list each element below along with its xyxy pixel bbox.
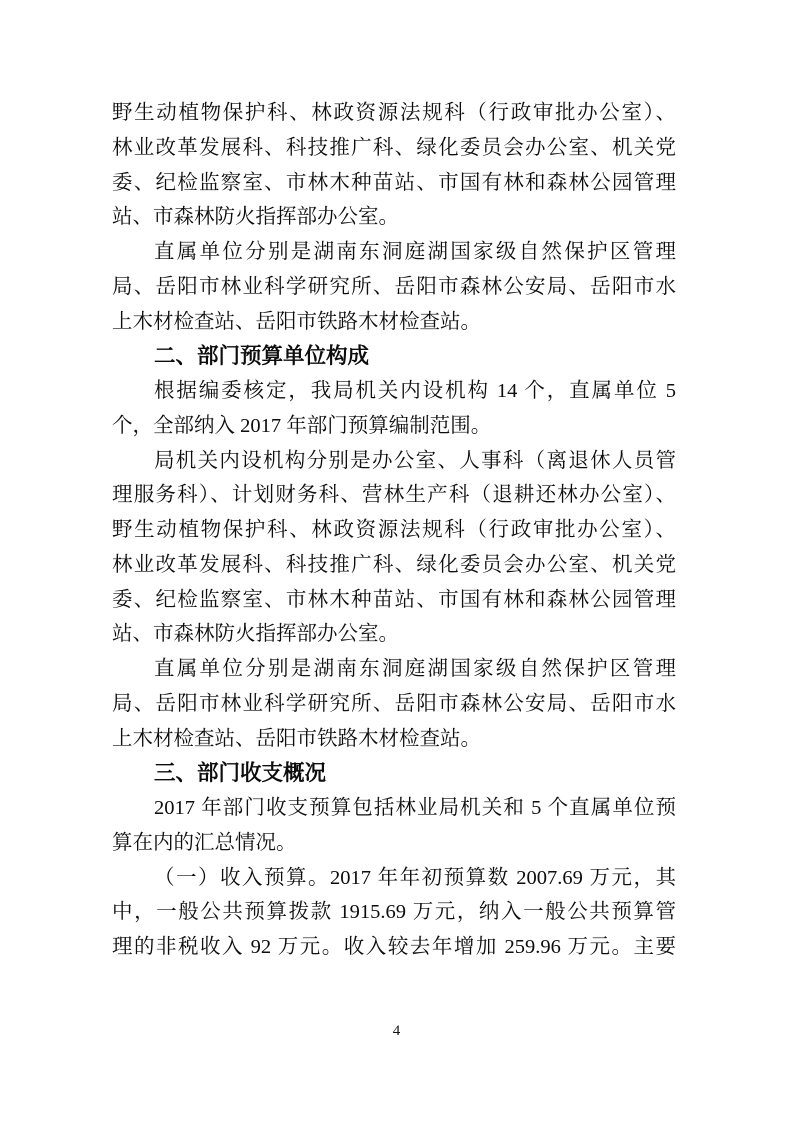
text-line: 局、岳阳市林业科学研究所、岳阳市森林公安局、岳阳市水 — [112, 275, 676, 298]
text-line: 野生动植物保护科、林政资源法规科（行政审批办公室）、 — [112, 519, 676, 541]
text-line: 委、纪检监察室、市林木种苗站、市国有林和森林公园管理 — [112, 588, 676, 611]
text-line: 上木材检查站、岳阳市铁路木材检查站。 — [112, 310, 481, 333]
text-line: 野生动植物保护科、林政资源法规科（行政审批办公室）、 — [112, 102, 676, 124]
text-line: 中，一般公共预算拨款 1915.69 万元，纳入一般公共预算管 — [112, 901, 676, 924]
page-number: 4 — [392, 1023, 401, 1039]
text-line: 站、市森林防火指挥部办公室。 — [112, 623, 399, 646]
text-line: 林业改革发展科、科技推广科、绿化委员会办公室、机关党 — [112, 553, 676, 576]
document-body — [112, 96, 676, 965]
text-line: 局机关内设机构分别是办公室、人事科（离退休人员管 — [154, 449, 676, 472]
text-line: 局、岳阳市林业科学研究所、岳阳市森林公安局、岳阳市水 — [112, 692, 676, 715]
section-heading: 三、部门收支概况 — [154, 761, 327, 786]
text-line: （一）收入预算。2017 年年初预算数 2007.69 万元，其 — [154, 866, 676, 889]
text-line: 委、纪检监察室、市林木种苗站、市国有林和森林公园管理 — [112, 171, 676, 194]
text-line: 林业改革发展科、科技推广科、绿化委员会办公室、机关党 — [112, 136, 676, 159]
text-line: 理服务科）、计划财务科、营林生产科（退耕还林办公室）、 — [112, 484, 676, 507]
text-line: 站、市森林防火指挥部办公室。 — [112, 206, 399, 229]
text-line: 个，全部纳入 2017 年部门预算编制范围。 — [112, 414, 492, 437]
text-line: 理的非税收入 92 万元。收入较去年增加 259.96 万元。主要 — [112, 936, 676, 958]
text-line: 上木材检查站、岳阳市铁路木材检查站。 — [112, 727, 481, 750]
text-line: 直属单位分别是湖南东洞庭湖国家级自然保护区管理 — [154, 241, 676, 263]
text-line: 直属单位分别是湖南东洞庭湖国家级自然保护区管理 — [154, 658, 676, 680]
section-heading: 二、部门预算单位构成 — [154, 344, 370, 369]
text-line: 2017 年部门收支预算包括林业局机关和 5 个直属单位预 — [154, 797, 676, 819]
text-line: 算在内的汇总情况。 — [112, 831, 297, 854]
text-line: 根据编委核定，我局机关内设机构 14 个，直属单位 5 — [154, 380, 676, 402]
